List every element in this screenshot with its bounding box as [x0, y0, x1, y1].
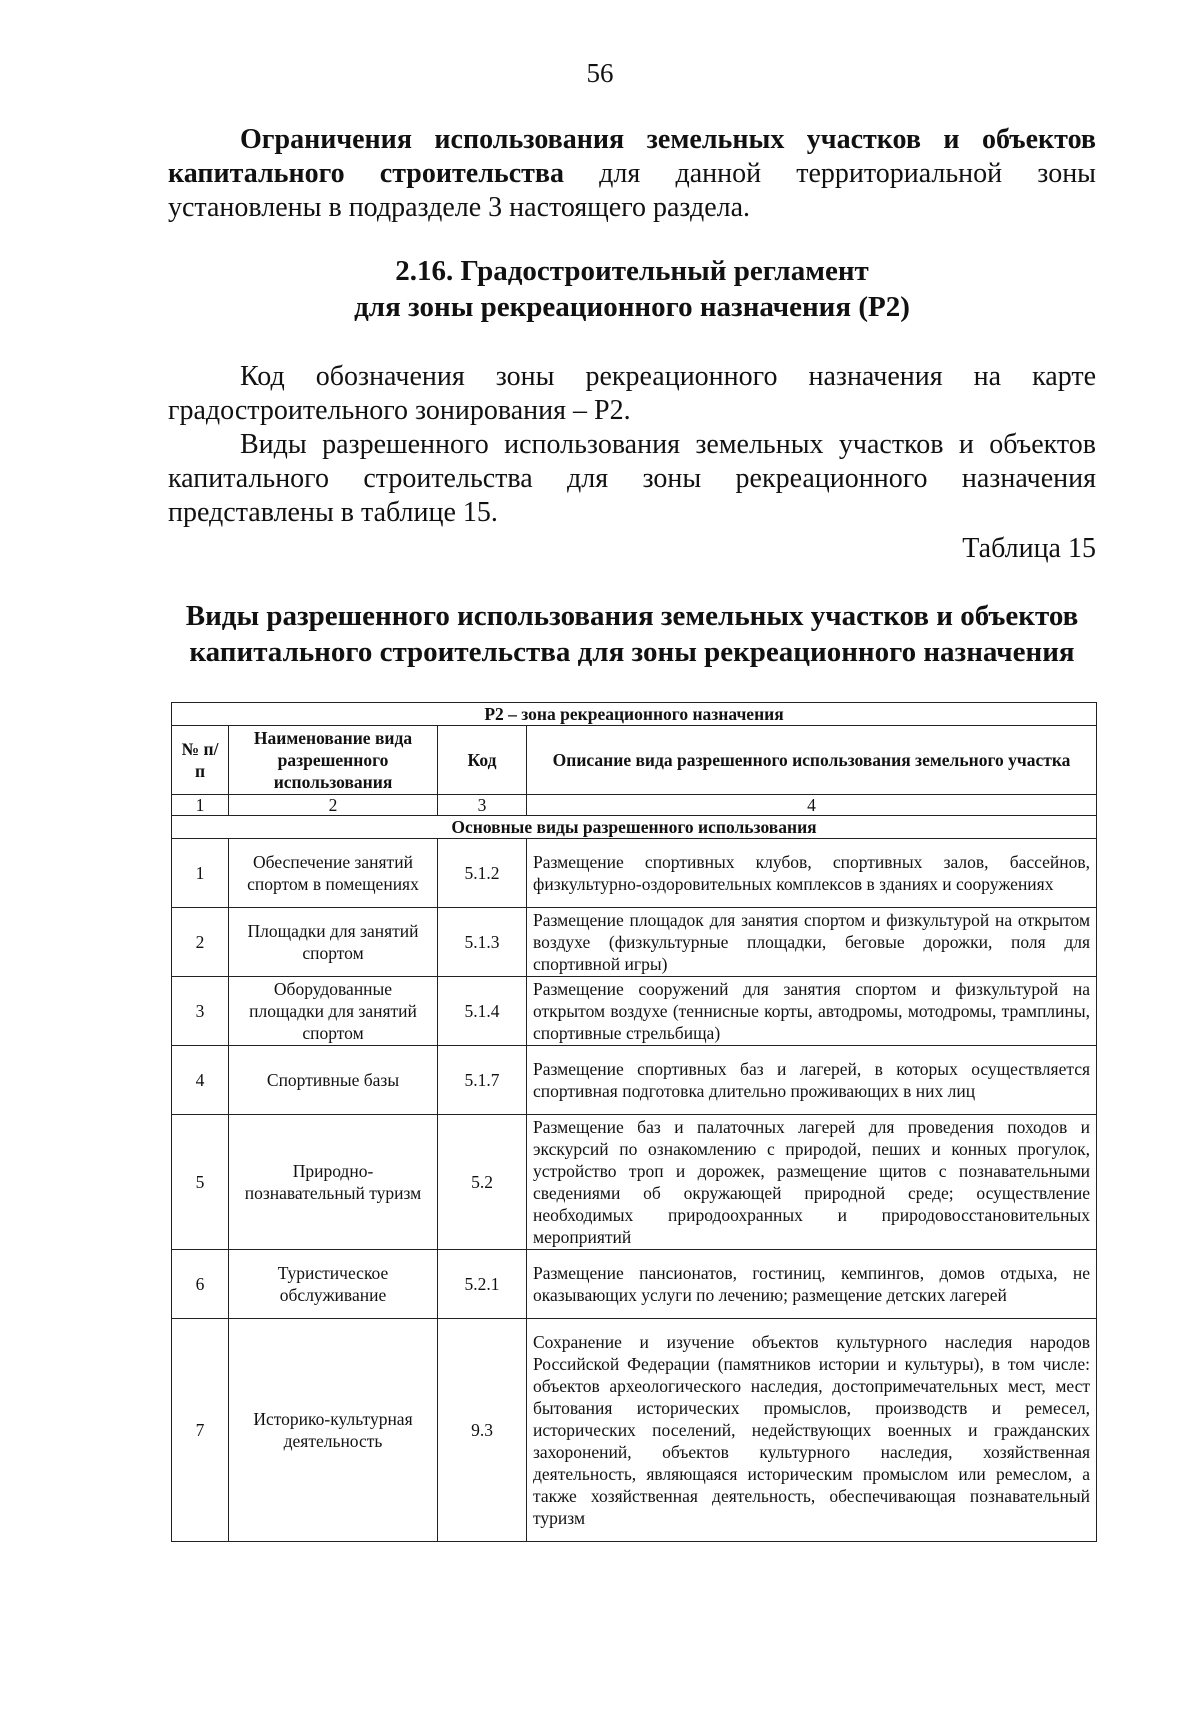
row-code: 5.1.7: [438, 1046, 527, 1115]
row-name: Спортивные базы: [229, 1046, 438, 1115]
row-name: Историко-культурная деятельность: [229, 1319, 438, 1542]
restrictions-bold-2: капитального строительства: [168, 158, 565, 189]
section-title-row: Основные виды разрешенного использования: [172, 816, 1097, 839]
column-number: 2: [229, 795, 438, 816]
table-label: Таблица 15: [962, 533, 1096, 564]
row-name: Природно-познавательный туризм: [229, 1115, 438, 1250]
row-code: 5.1.2: [438, 839, 527, 908]
table-row: [172, 1319, 1097, 1542]
permitted-use-table: [171, 702, 1097, 1542]
row-code: 5.2.1: [438, 1250, 527, 1319]
section-heading: [168, 253, 1096, 325]
page-number: 56: [586, 58, 614, 88]
column-number: 1: [172, 795, 229, 816]
row-name: Оборудованные площадки для занятий спортом: [229, 977, 438, 1046]
code-line-2: градостроительного зонирования – Р2.: [168, 395, 631, 426]
row-description: Размещение сооружений для занятия спортом и физкультурой на открытом воздухе (теннисные корты, автодромы, мотодромы, трамплины, спортивные стрельбища): [527, 977, 1097, 1046]
types-line-1: Виды разрешенного использования земельных участков и объектов: [240, 429, 1096, 460]
row-description: Размещение баз и палаточных лагерей для проведения походов и экскурсий по ознакомлению с природой, пеших и конных прогулок, устройство троп и дорожек, размещение щитов с познавательными сведениями об окружающей природной среде; осуществление необходимых природоохранных и природовосстановительных мероприятий: [527, 1115, 1097, 1250]
restrictions-line-3: установлены в подразделе 3 настоящего раздела.: [168, 192, 751, 223]
row-name: Туристическое обслуживание: [229, 1250, 438, 1319]
row-num: 3: [172, 977, 229, 1046]
table-title: [168, 598, 1096, 670]
row-code: 9.3: [438, 1319, 527, 1542]
header-name: Наименование вида разрешенного использования: [229, 726, 438, 795]
types-line-2: капитального строительства для зоны рекреационного назначения: [168, 463, 1096, 494]
row-description: Сохранение и изучение объектов культурного наследия народов Российской Федерации (памятников истории и культуры), в том числе: объектов археологического наследия, достопримечательных мест, мест бытования исторических промыслов, производств и ремесел, исторических поселений, недействующих военных и гражданских захоронений, объектов культурного наследия, хозяйственная деятельность, являющаяся историческим промыслом или ремеслом, а также хозяйственная деятельность, обеспечивающая познавательный туризм: [527, 1319, 1097, 1542]
table-title-line-1: Виды разрешенного использования земельных участков и объектов: [185, 600, 1079, 632]
row-description: Размещение площадок для занятия спортом и физкультурой на открытом воздухе (физкультурные площадки, беговые дорожки, поля для спортивной игры): [527, 908, 1097, 977]
restrictions-bold-1: Ограничения использования земельных участков и объектов: [240, 124, 1096, 155]
row-description: Размещение пансионатов, гостиниц, кемпингов, домов отдыха, не оказывающих услуги по лечению; размещение детских лагерей: [527, 1250, 1097, 1319]
row-description: Размещение спортивных баз и лагерей, в которых осуществляется спортивная подготовка длительно проживающих в них лиц: [527, 1046, 1097, 1115]
header-code: Код: [438, 726, 527, 795]
table-row: [172, 977, 1097, 1046]
section-title-line-1: 2.16. Градостроительный регламент: [395, 255, 869, 287]
code-paragraph: [168, 360, 1096, 428]
row-num: 6: [172, 1250, 229, 1319]
types-line-3: представлены в таблице 15.: [168, 497, 498, 528]
header-num: № п/п: [172, 726, 229, 795]
row-code: 5.2: [438, 1115, 527, 1250]
section-title-line-2: для зоны рекреационного назначения (Р2): [354, 291, 910, 323]
table-row: [172, 1115, 1097, 1250]
zone-header: Р2 – зона рекреационного назначения: [172, 703, 1097, 726]
column-number: 3: [438, 795, 527, 816]
column-number: 4: [527, 795, 1097, 816]
table-row: [172, 1250, 1097, 1319]
restrictions-paragraph: [168, 123, 1096, 225]
types-paragraph: [168, 428, 1096, 530]
table-row: [172, 839, 1097, 908]
row-num: 2: [172, 908, 229, 977]
header-description: Описание вида разрешенного использования земельного участка: [527, 726, 1097, 795]
row-code: 5.1.4: [438, 977, 527, 1046]
row-name: Обеспечение занятий спортом в помещениях: [229, 839, 438, 908]
code-line-1: Код обозначения зоны рекреационного назначения на карте: [240, 361, 1096, 392]
row-num: 5: [172, 1115, 229, 1250]
row-num: 1: [172, 839, 229, 908]
table-row: [172, 1046, 1097, 1115]
row-code: 5.1.3: [438, 908, 527, 977]
row-num: 7: [172, 1319, 229, 1542]
table-row: [172, 908, 1097, 977]
row-num: 4: [172, 1046, 229, 1115]
row-name: Площадки для занятий спортом: [229, 908, 438, 977]
restrictions-rest-2: для данной территориальной зоны: [564, 158, 1096, 189]
row-description: Размещение спортивных клубов, спортивных залов, бассейнов, физкультурно-оздоровительных комплексов в зданиях и сооружениях: [527, 839, 1097, 908]
table-title-line-2: капитального строительства для зоны рекреационного назначения: [189, 636, 1075, 668]
